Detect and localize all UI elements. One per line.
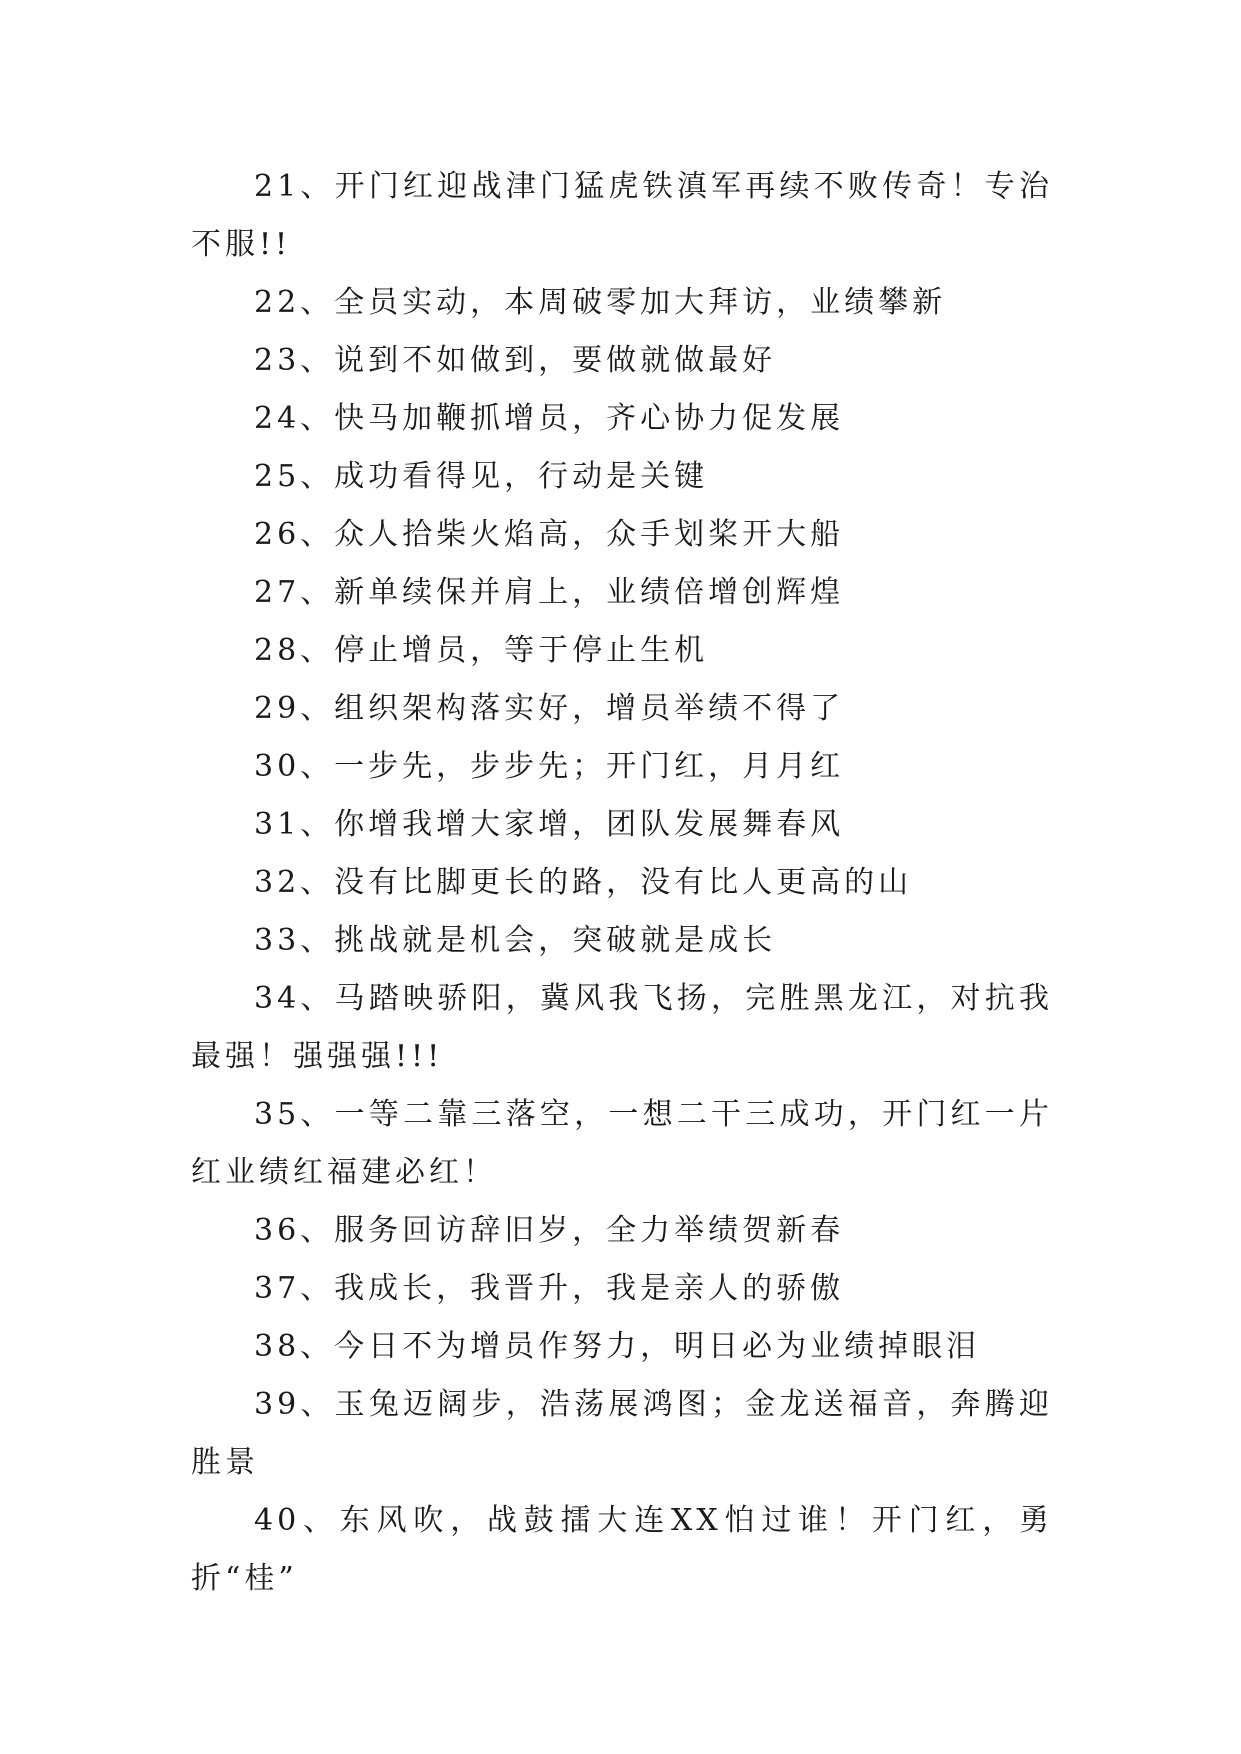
slogan-item-33: 33、挑战就是机会，突破就是成长: [254, 923, 777, 958]
slogan-item-35: 35、一等二靠三落空，一想二干三成功，开门红一片红业绩红福建必红！: [191, 1097, 1053, 1190]
slogan-item-36: 36、服务回访辞旧岁，全力举绩贺新春: [254, 1213, 845, 1248]
slogan-item-32: 32、没有比脚更长的路，没有比人更高的山: [254, 865, 913, 900]
document-body: [191, 158, 1053, 1608]
slogan-item-40: 40、东风吹，战鼓擂大连XX怕过谁！开门红，勇折“桂”: [191, 1503, 1053, 1596]
slogan-item-37: 37、我成长，我晋升，我是亲人的骄傲: [254, 1271, 845, 1306]
slogan-item-22: 22、全员实动，本周破零加大拜访，业绩攀新: [254, 285, 947, 320]
slogan-item-30: 30、一步先，步步先；开门红，月月红: [254, 749, 845, 784]
slogan-item-21: 21、开门红迎战津门猛虎铁滇军再续不败传奇！专治不服!!: [191, 169, 1053, 262]
slogan-item-38: 38、今日不为增员作努力，明日必为业绩掉眼泪: [254, 1329, 981, 1364]
slogan-item-23: 23、说到不如做到，要做就做最好: [254, 343, 777, 378]
slogan-item-27: 27、新单续保并肩上，业绩倍增创辉煌: [254, 575, 845, 610]
slogan-item-34: 34、马踏映骄阳，冀风我飞扬，完胜黑龙江，对抗我最强！强强强!!!: [191, 981, 1053, 1074]
slogan-item-39: 39、玉兔迈阔步，浩荡展鸿图；金龙送福音，奔腾迎胜景: [191, 1387, 1053, 1480]
slogan-item-31: 31、你增我增大家增，团队发展舞春风: [254, 807, 845, 842]
slogan-item-29: 29、组织架构落实好，增员举绩不得了: [254, 691, 845, 726]
slogan-item-28: 28、停止增员，等于停止生机: [254, 633, 709, 668]
slogan-item-25: 25、成功看得见，行动是关键: [254, 459, 709, 494]
slogan-item-24: 24、快马加鞭抓增员，齐心协力促发展: [254, 401, 845, 436]
slogan-item-26: 26、众人拾柴火焰高，众手划桨开大船: [254, 517, 845, 552]
